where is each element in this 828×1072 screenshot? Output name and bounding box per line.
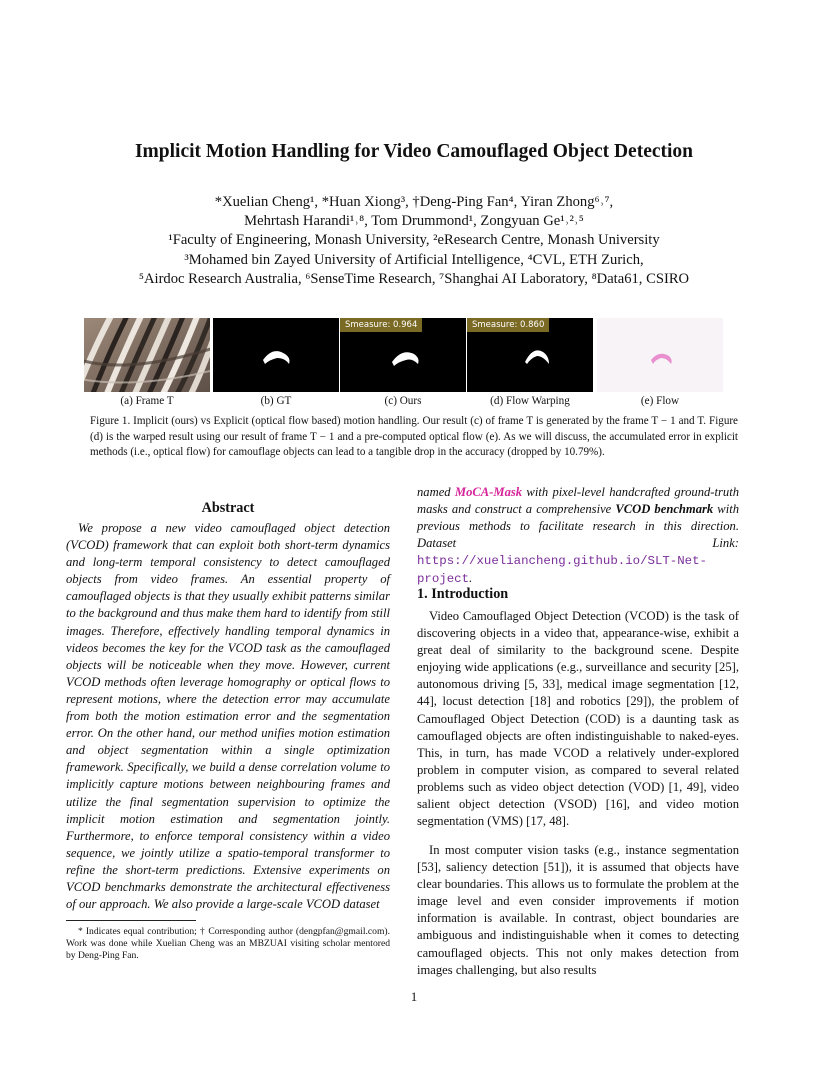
affiliation-line-1: ¹Faculty of Engineering, Monash University, ²eResearch Centre, Monash University	[168, 232, 660, 249]
abstract-continuation	[417, 484, 739, 589]
subcaption-flow-warping: (d) Flow Warping	[490, 395, 570, 407]
figure-flow-image	[597, 318, 723, 392]
author-line-1: *Xuelian Cheng¹, *Huan Xiong³, †Deng-Ping Fan⁴, Yiran Zhong⁶˒⁷,	[214, 194, 614, 210]
page-number: 1	[410, 990, 418, 1004]
smeasure-ours-label: Smeasure: 0.964	[340, 318, 422, 332]
figure-gt-image	[213, 318, 339, 392]
abstract-cont-a: named	[417, 485, 455, 499]
affiliation-line-2: ³Mohamed bin Zayed University of Artificial Intelligence, ⁴CVL, ETH Zurich,	[184, 251, 644, 268]
author-line-2: Mehrtash Harandi¹˒⁸, Tom Drummond¹, Zongyuan Ge¹˒²˒⁵	[244, 213, 584, 230]
abstract-cont-b: with pixel-level handcrafted ground-truth masks and construct a comprehensive	[417, 485, 739, 517]
footnote-rule	[66, 920, 196, 921]
author-block	[60, 193, 768, 289]
affiliation-line-3: ⁵Airdoc Research Australia, ⁶SenseTime Research, ⁷Shanghai AI Laboratory, ⁸Data61, CSIRO	[138, 270, 690, 287]
figure-caption: Figure 1. Implicit (ours) vs Explicit (optical flow based) motion handling. Our result (c) of frame T is generated by the frame T − 1 and T. Figure (d) is the warped result using our result of frame T − 1 and a pre-computed optical flow (e). As we will discuss, the accumulated error in explicit methods (i.e., optical flow) for camouflage objects can lead to a tangible drop in the accuracy (dropped by 10.79%).	[90, 415, 738, 458]
abstract-cont-d: .	[469, 571, 473, 586]
subcaption-gt: (b) GT	[260, 395, 292, 407]
subcaption-ours: (c) Ours	[384, 395, 422, 407]
smeasure-flow-label: Smeasure: 0.860	[467, 318, 549, 332]
dataset-name: MoCA-Mask	[454, 485, 523, 499]
dataset-link[interactable]: https://xueliancheng.github.io/SLT-Net-project	[417, 554, 707, 587]
figure-frame-image	[84, 318, 210, 392]
abstract-cont-c: with previous methods to facilitate research in this direction. Dataset Link:	[417, 502, 740, 551]
paper-title: Implicit Motion Handling for Video Camouflaged Object Detection	[134, 141, 694, 162]
intro-paragraph-1: Video Camouflaged Object Detection (VCOD) is the task of discovering objects in a video that, appearance-wise, exhibit a great deal of similarity to the background scene. Despite enjoying wide applications (e.g., surveillance and security [25], autonomous driving [5, 33], medical image segmentation [12, 44], locust detection [18] and robotics [29]), the problem of Camouflaged Object Detection (COD) is a daunting task as camouflaged objects are often indistinguishable to naked-eyes. This, in turn, has made VCOD a relatively under-explored problem in computer vision, as compared to several related problems such as video object detection (VOD) [1, 49], video salient object detection (VSOD) [16], and video motion segmentation (VMS) [17, 48].	[417, 609, 739, 829]
abstract-heading: Abstract	[201, 500, 255, 516]
introduction-heading: 1. Introduction	[417, 586, 509, 602]
footnote: * Indicates equal contribution; † Corresponding author (dengpfan@gmail.com). Work was done while Xuelian Cheng was an MBZUAI visiting scholar mentored by Deng-Ping Fan.	[66, 926, 390, 962]
figure-ours-image	[340, 318, 466, 392]
intro-paragraph-2: In most computer vision tasks (e.g., instance segmentation [53], saliency detection [51]), it is assumed that objects have clear boundaries. This allows us to formulate the problem at the image level and even consider improvements if motion information is available. In contrast, object boundaries are ambiguous and indistinguishable when it comes to detecting camouflaged objects. This not only makes detection from images challenging, but also results	[417, 843, 739, 977]
benchmark-name: VCOD benchmark	[615, 502, 714, 517]
subcaption-frame: (a) Frame T	[120, 395, 174, 407]
abstract-text: We propose a new video camouflaged object detection (VCOD) framework that can exploit both short-term dynamics and long-term temporal consistency to detect camouflaged objects from video frames. An essential property of camouflaged objects is that they usually exhibit patterns similar to the background and thus make them hard to identify from still images. Therefore, effectively handling temporal dynamics in videos becomes the key for the VCOD task as the camouflaged objects will be noticeable when they move. However, current VCOD methods often leverage homography or optical flows to represent motions, where the detection error may accumulate from both the motion estimation error and the segmentation error. On the other hand, our method unifies motion estimation and object segmentation within a single optimization framework. Specifically, we build a dense correlation volume to implicitly capture motions between neighbouring frames and utilize the final segmentation supervision to optimize the implicit motion estimation and segmentation jointly. Furthermore, to enforce temporal consistency within a video sequence, we jointly utilize a spatio-temporal transformer to refine the short-term predictions. Extensive experiments on VCOD benchmarks demonstrate the architectural effectiveness of our approach. We also provide a large-scale VCOD dataset	[66, 521, 390, 912]
subcaption-flow: (e) Flow	[640, 395, 680, 407]
figure-flow-warping-image	[467, 318, 593, 392]
